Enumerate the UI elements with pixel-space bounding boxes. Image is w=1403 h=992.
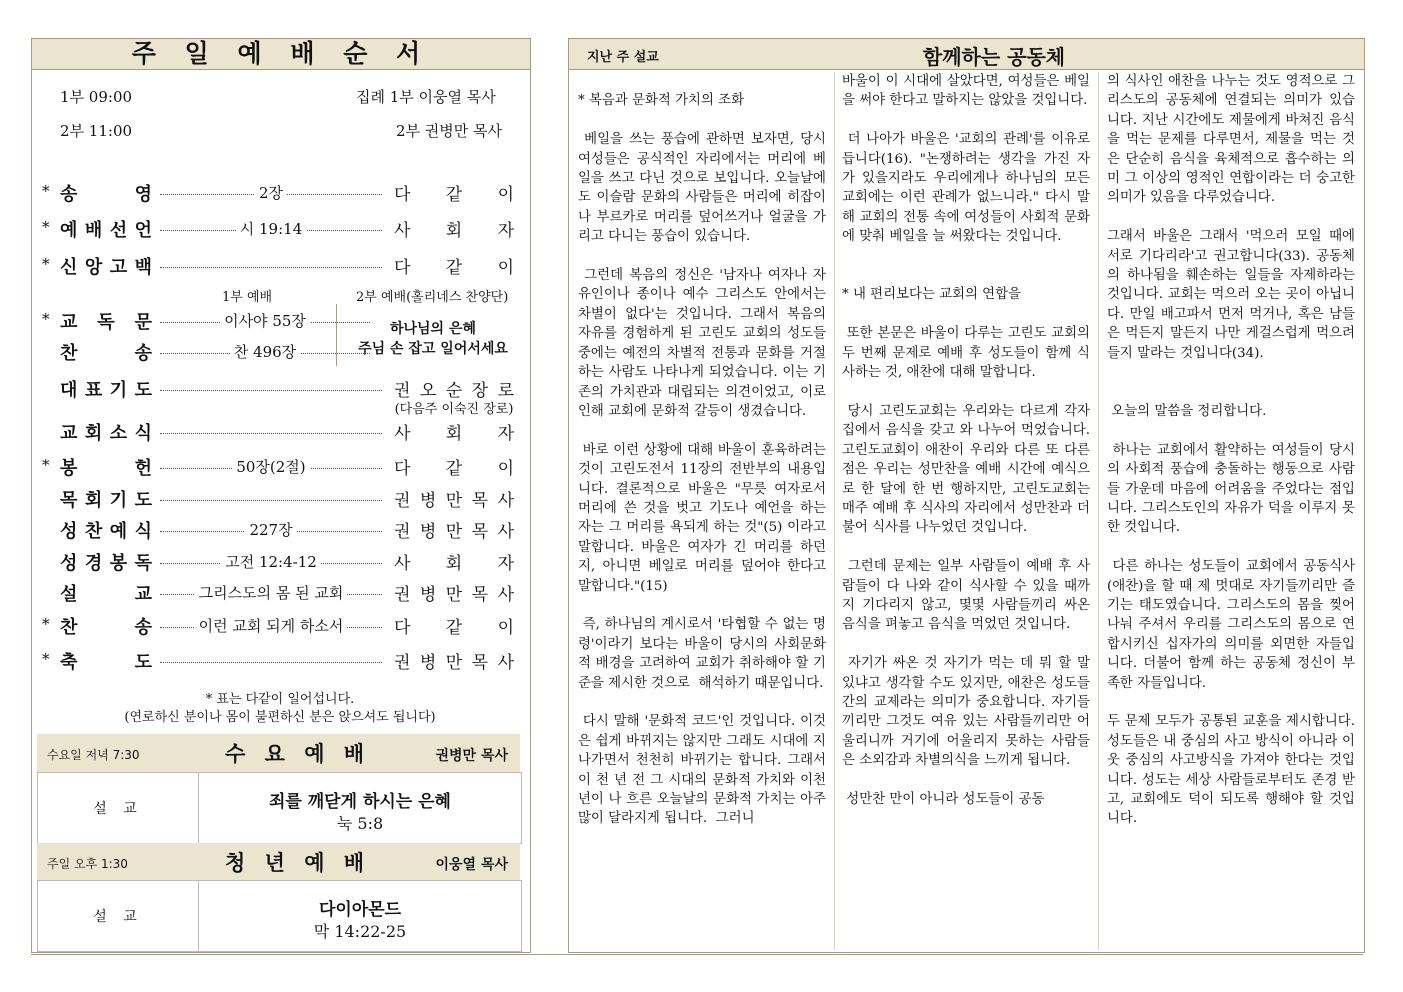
order-who bbox=[394, 580, 514, 605]
order-label-char: 축 bbox=[60, 652, 78, 673]
order-who-char: 권 bbox=[394, 381, 411, 401]
wednesday-name: 수 요 예 배 bbox=[225, 741, 371, 766]
leader-dots bbox=[160, 433, 382, 434]
order-label bbox=[60, 308, 152, 334]
order-label-char: 언 bbox=[134, 220, 152, 241]
order-label bbox=[60, 339, 152, 365]
order-who-char: 목 bbox=[471, 653, 489, 673]
order-row bbox=[42, 454, 520, 480]
order-who-char: 이 bbox=[497, 185, 514, 205]
order-label-char: 선 bbox=[109, 220, 128, 241]
order-who-sub: (다음주 이숙진 장로) bbox=[394, 402, 514, 417]
order-who-char: 권 bbox=[394, 653, 411, 673]
youth-sermon-box bbox=[37, 880, 522, 952]
order-who-char: 사 bbox=[394, 554, 411, 574]
leader-dots bbox=[160, 267, 382, 268]
wednesday-sermon-ref: 눅 5:8 bbox=[336, 814, 384, 833]
leader-dots bbox=[160, 500, 382, 501]
order-label-char: 도 bbox=[134, 652, 152, 673]
order-label-char: 기 bbox=[109, 380, 128, 401]
order-label bbox=[60, 613, 152, 639]
order-value-text: 이사야 55장 bbox=[220, 312, 310, 330]
order-who-char: 권 bbox=[394, 585, 411, 605]
order-row bbox=[42, 517, 520, 543]
order-who-char: 로 bbox=[497, 381, 514, 401]
order-value bbox=[160, 519, 382, 540]
order-label-char: 목 bbox=[60, 490, 78, 511]
order-who-char: 사 bbox=[497, 585, 514, 605]
order-row bbox=[42, 580, 520, 606]
wednesday-pastor: 권병만 목사 bbox=[435, 748, 508, 764]
order-label-char: 찬 bbox=[60, 617, 78, 638]
order-who-char: 병 bbox=[419, 522, 437, 542]
order-label-char: 도 bbox=[134, 490, 152, 511]
order-row bbox=[42, 376, 520, 417]
order-value-text: 고전 12:4-12 bbox=[221, 553, 321, 571]
sermon-title: 함께하는 공동체 bbox=[922, 45, 1066, 69]
service-leader-1: 집례 1부 이웅열 목사 bbox=[356, 88, 496, 106]
sermon-column-3: 의 식사인 애찬을 나누는 것도 영적으로 그리스도의 공동체에 연결되는 의미가 있습니다. 지난 시간에도 제물에게 바쳐진 음식을 먹는 문제를 다루면서, 제물을 먹는 것은 단순히 음식을 육체적으로 흡수하는 의미 그 이상의 영적인 연합이라는 더 숭고한 의미가 있음을 다루었습니다. 그래서 바울은 그래서 '먹으러 모일 때에 서로 기다리라'고 권고합니다(33). 공동체의 하나됨을 훼손하는 일들을 자제하라는 것입니다. 교회는 먹으러 오는 곳이 아닙니다. 만일 배고파서 먼저 먹거나, 혹은 남들은 먹든지 말든지 나만 게걸스럽게 먹으려 들지 말라는 것입니다(34). 오늘의 말씀을 정리합니다. 하나는 교회에서 활약하는 여성들이 당시의 사회적 풍습에 충돌하는 행동으로 사람들 가운데 마음에 어려움을 주었다는 점입니다. 그리스도인의 자유가 덕을 이루지 못한 것입니다. 다른 하나는 성도들이 교회에서 공동식사(애찬)을 할 때 제 멋대로 자기들끼리만 즐기는 태도였습니다. 그리스도의 몸을 찢어 나눠 주셔서 우리를 그리스도의 몸으로 연합시키신 십자가의 의미를 외면한 자들입니다. 더불어 함께 하는 공동체 정신이 부족한 자들입니다. 두 문제 모두가 공통된 교훈을 제시합니다. 성도들은 내 중심의 사고 방식이 아니라 이웃 중심의 사고방식을 가져야 한다는 것입니다. 성도는 세상 사람들로부터도 존경 받고, 교회에도 덕이 되도록 행해야 할 것입니다. bbox=[1107, 74, 1355, 827]
order-row bbox=[42, 613, 520, 639]
order-who-char: 같 bbox=[445, 258, 463, 278]
order-value-text: 그리스도의 몸 된 교회 bbox=[195, 584, 348, 602]
youth-name: 청 년 예 배 bbox=[225, 850, 371, 875]
order-label-char: 문 bbox=[134, 312, 152, 333]
youth-service-header bbox=[37, 843, 520, 881]
order-value bbox=[160, 218, 382, 239]
seating-note: (연로하신 분이나 몸이 불편하신 분은 앉으셔도 됩니다) bbox=[124, 710, 436, 725]
split-right-line2: 주님 손 잡고 일어서세요 bbox=[358, 341, 508, 357]
order-label-char: 설 bbox=[60, 584, 78, 605]
order-who-char: 목 bbox=[471, 585, 489, 605]
leader-dots bbox=[160, 662, 382, 663]
order-who-char: 사 bbox=[394, 424, 411, 444]
worship-order-title: 주 일 예 배 순 서 bbox=[31, 38, 531, 70]
order-label bbox=[60, 216, 152, 242]
order-who-char: 자 bbox=[497, 221, 514, 241]
order-who-char: 만 bbox=[445, 585, 463, 605]
order-label-char: 대 bbox=[60, 380, 78, 401]
order-label-char: 예 bbox=[60, 220, 78, 241]
order-label bbox=[60, 419, 152, 445]
stand-marker: * bbox=[42, 255, 50, 273]
order-label bbox=[60, 180, 152, 206]
order-who bbox=[394, 549, 514, 574]
order-label-char: 독 bbox=[134, 553, 152, 574]
order-label-char: 송 bbox=[134, 343, 152, 364]
order-row bbox=[42, 648, 520, 674]
order-label-char: 독 bbox=[97, 312, 115, 333]
column-divider bbox=[1098, 72, 1099, 950]
order-row bbox=[42, 419, 520, 445]
wednesday-sermon-title: 죄를 깨닫게 하시는 은혜 bbox=[269, 792, 451, 812]
sermon-header bbox=[568, 38, 1365, 70]
stand-marker: * bbox=[42, 310, 50, 328]
order-value-text: 찬 496장 bbox=[230, 343, 300, 361]
leader-dots bbox=[160, 390, 382, 391]
order-label-char: 봉 bbox=[60, 458, 78, 479]
order-who-char: 병 bbox=[419, 491, 437, 511]
order-who-char: 사 bbox=[394, 221, 411, 241]
order-who-char: 권 bbox=[394, 522, 411, 542]
order-who-char: 오 bbox=[419, 381, 437, 401]
order-who bbox=[394, 216, 514, 241]
order-who-char: 다 bbox=[394, 258, 411, 278]
youth-sermon-label: 설 교 bbox=[38, 881, 199, 951]
order-label bbox=[60, 486, 152, 512]
order-row bbox=[42, 253, 520, 279]
order-label bbox=[60, 376, 152, 402]
order-label bbox=[60, 549, 152, 575]
order-label-char: 교 bbox=[134, 584, 152, 605]
split-head-first: 1부 예배 bbox=[222, 290, 273, 305]
stand-marker: * bbox=[42, 218, 50, 236]
order-value-text: 227장 bbox=[245, 521, 296, 539]
order-value bbox=[160, 341, 370, 362]
order-label bbox=[60, 454, 152, 480]
order-value-text: 50장(2절) bbox=[232, 458, 309, 476]
order-label-char: 식 bbox=[134, 521, 152, 542]
stand-marker: * bbox=[42, 650, 50, 668]
wednesday-service-header bbox=[37, 734, 520, 772]
order-who bbox=[394, 613, 514, 638]
youth-sermon-title: 다이아몬드 bbox=[318, 900, 402, 920]
order-value bbox=[160, 310, 370, 331]
youth-pastor: 이웅열 목사 bbox=[435, 857, 508, 873]
order-label-char: 표 bbox=[84, 380, 103, 401]
standing-note: * 표는 다같이 일어섭니다. bbox=[205, 692, 355, 707]
order-who-char: 병 bbox=[419, 653, 437, 673]
stand-marker: * bbox=[42, 615, 50, 633]
order-who-char: 사 bbox=[497, 522, 514, 542]
order-who-char: 병 bbox=[419, 585, 437, 605]
order-row bbox=[42, 486, 520, 512]
order-row bbox=[42, 216, 520, 242]
order-label-char: 신 bbox=[60, 257, 78, 278]
order-value-text: 시 19:14 bbox=[236, 220, 307, 238]
order-who-char: 목 bbox=[471, 491, 489, 511]
order-who bbox=[394, 253, 514, 278]
youth-sermon-ref: 막 14:22-25 bbox=[313, 922, 407, 941]
order-who-char: 만 bbox=[445, 491, 463, 511]
order-value bbox=[160, 551, 382, 572]
order-label-char: 영 bbox=[134, 184, 152, 205]
order-who bbox=[394, 419, 514, 444]
page-baseline bbox=[31, 954, 1363, 955]
order-who-char: 같 bbox=[445, 185, 463, 205]
order-label-char: 소 bbox=[109, 423, 128, 444]
order-who-char: 다 bbox=[394, 459, 411, 479]
order-label-char: 백 bbox=[134, 257, 152, 278]
order-who-char: 회 bbox=[445, 424, 463, 444]
order-label-char: 봉 bbox=[109, 553, 128, 574]
order-who bbox=[394, 517, 514, 542]
order-label bbox=[60, 580, 152, 606]
service-time-1: 1부 09:00 bbox=[60, 88, 133, 106]
order-who-char: 다 bbox=[394, 618, 411, 638]
youth-time: 주일 오후 1:30 bbox=[47, 857, 128, 871]
order-label-char: 앙 bbox=[84, 257, 103, 278]
order-who bbox=[394, 648, 514, 673]
order-label-char: 성 bbox=[60, 553, 78, 574]
last-week-sermon-label: 지난 주 설교 bbox=[587, 50, 659, 65]
order-who-char: 이 bbox=[497, 258, 514, 278]
order-who bbox=[394, 486, 514, 511]
service-time-2: 2부 11:00 bbox=[60, 122, 133, 140]
wednesday-time: 수요일 저녁 7:30 bbox=[47, 748, 140, 762]
order-row bbox=[42, 308, 520, 334]
order-who bbox=[394, 454, 514, 479]
order-value bbox=[160, 182, 382, 203]
order-label-char: 송 bbox=[134, 617, 152, 638]
order-label-char: 헌 bbox=[134, 458, 152, 479]
order-label-char: 교 bbox=[60, 312, 78, 333]
order-who-char: 순 bbox=[445, 381, 463, 401]
stand-marker: * bbox=[42, 182, 50, 200]
order-who-char: 목 bbox=[471, 522, 489, 542]
order-who-char: 장 bbox=[471, 381, 489, 401]
service-leader-2: 2부 권병만 목사 bbox=[396, 122, 503, 140]
order-who bbox=[394, 180, 514, 205]
column-divider bbox=[834, 72, 835, 950]
order-row bbox=[42, 339, 520, 365]
split-right-line1: 하나님의 은혜 bbox=[389, 321, 477, 337]
wednesday-sermon-box bbox=[37, 772, 522, 844]
order-label-char: 도 bbox=[134, 380, 152, 401]
order-row bbox=[42, 549, 520, 575]
order-who-char: 만 bbox=[445, 653, 463, 673]
order-label-char: 찬 bbox=[84, 521, 103, 542]
order-value bbox=[160, 456, 382, 477]
order-who-char: 회 bbox=[445, 554, 463, 574]
order-label-char: 송 bbox=[60, 184, 78, 205]
order-label-char: 기 bbox=[109, 490, 128, 511]
order-who-char: 권 bbox=[394, 491, 411, 511]
order-who-char: 다 bbox=[394, 185, 411, 205]
order-label-char: 성 bbox=[60, 521, 78, 542]
split-head-second: 2부 예배(홀리네스 찬양단) bbox=[356, 290, 509, 305]
order-label-char: 교 bbox=[60, 423, 78, 444]
stand-marker: * bbox=[42, 456, 50, 474]
order-label-char: 배 bbox=[84, 220, 103, 241]
order-who-char: 사 bbox=[497, 653, 514, 673]
order-who-char: 사 bbox=[497, 491, 514, 511]
order-label bbox=[60, 517, 152, 543]
order-label bbox=[60, 648, 152, 674]
order-who-char: 이 bbox=[497, 459, 514, 479]
order-who-char: 이 bbox=[497, 618, 514, 638]
order-label-char: 고 bbox=[109, 257, 128, 278]
order-label-char: 회 bbox=[84, 423, 103, 444]
order-who-char: 자 bbox=[497, 554, 514, 574]
order-who-char: 회 bbox=[445, 221, 463, 241]
order-row bbox=[42, 180, 520, 206]
order-label-char: 경 bbox=[84, 553, 103, 574]
order-label-char: 예 bbox=[109, 521, 128, 542]
order-value-text: 이런 교회 되게 하소서 bbox=[195, 617, 348, 635]
sermon-column-1: * 복음과 문화적 가치의 조화 베일을 쓰는 풍습에 관하면 보자면, 당시 여성들은 공식적인 자리에서는 머리에 베일을 쓰고 다닌 것으로 보입니다. 오늘날에도 이슬람 문화의 사람들은 머리에 히잡이나 부르카로 머리를 덮어쓰거나 얼굴을 가리고 다니는 풍습이 있습니다. 그런데 복음의 정신은 '남자나 여자나 자유인이나 종이나 예수 그리스도 안에서는 차별이 없다'는 것입니다. 그래서 복음의 자유를 경험하게 된 고린도 교회의 성도들 중에는 예전의 차별적 전통과 문화를 거절하는 사람도 나타나게 되었습니다. 이는 기존의 가치관과 대립되는 의견이었고, 이로 인해 교회에 문화적 갈등이 생겼습니다. 바로 이런 상황에 대해 바울이 훈육하려는 것이 고린도전서 11장의 전반부의 내용입니다. 결론적으로 바울은 "무릇 여자로서 머리에 쓴 것을 벗고 기도나 예언을 하는 자는 그 머리를 욕되게 하는 것"(5) 이라고 말합니다. 바울은 여자가 긴 머리를 하던지, 아니면 베일로 머리를 덮어야 한다고 말합니다."(15) 즉, 하나님의 계시로서 '타협할 수 없는 명령'이라기 보다는 바울이 당시의 사회문화적 배경을 고려하여 교회가 취하해야 할 기준을 제시한 것으로 해석하기 때문입니다. 다시 말해 '문화적 코드'인 것입니다. 이것은 쉽게 바뀌지는 않지만 그래도 시대에 지나가면서 천천히 바뀌기는 합니다. 그래서 이 천 년 전 그 시대의 문화적 가치와 이천 년이 나 흐른 오늘날의 문화적 가치는 아주 많이 달라지게 됩니다. 그러니 bbox=[578, 93, 826, 827]
order-value bbox=[160, 582, 382, 603]
wednesday-sermon-label: 설 교 bbox=[38, 773, 199, 843]
order-value-text: 2장 bbox=[255, 184, 287, 202]
sermon-column-2: 바울이 이 시대에 살았다면, 여성들은 베일을 써야 한다고 말하지는 않았을 것입니다. 더 나아가 바울은 '교회의 관례'를 이유로 듭니다(16). "논쟁하려는 생각을 가진 자가 있을지라도 우리에게나 하나님의 모든 교회에는 이런 관례가 없느니라." 다시 말해 교회의 전통 속에 여성들이 사회적 문화에 맞춰 베일을 늘 써왔다는 것입니다. * 내 편리보다는 교회의 연합을 또한 본문은 바울이 다루는 고린도 교회의 두 번째 문제로 예배 후 성도들이 함께 식사하는 것, 애찬에 대해 말합니다. 당시 고린도교회는 우리와는 다르게 각자 집에서 음식을 갖고 와 나누어 먹었습니다. 고린도교회이 애찬이 우리와 다른 또 다른 점은 우리는 성만찬을 예배 시간에 예식으로 한 달에 한 번 행하지만, 고린도교회는 매주 예배 후 식사의 자리에서 성만찬과 더불어 식사를 나누었던 것입니다. 그런데 문제는 일부 사람들이 예배 후 사람들이 다 나와 같이 식사할 수 있을 때까지 기다리지 않고, 몇몇 사람들끼리 싸온 음식을 펴놓고 음식을 먹었던 것입니다. 자기가 싸온 것 자기가 먹는 데 뭐 할 말 있냐고 생각할 수도 있지만, 애찬은 성도들간의 교제라는 의미가 중요합니다. 자기들끼리만 그것도 여유 있는 사람들끼리만 어울리니까 거기에 어울리지 못하는 사람들은 소외감과 차별의식을 느끼게 됩니다. 성만찬 만이 아니라 성도들이 공동 bbox=[842, 74, 1091, 808]
order-who-char: 자 bbox=[497, 424, 514, 444]
order-who-char: 만 bbox=[445, 522, 463, 542]
order-label-char: 회 bbox=[84, 490, 103, 511]
order-label-char: 식 bbox=[134, 423, 152, 444]
order-who-char: 같 bbox=[445, 618, 463, 638]
order-who-char: 같 bbox=[445, 459, 463, 479]
order-label bbox=[60, 253, 152, 279]
order-value bbox=[160, 615, 382, 636]
order-label-char: 찬 bbox=[60, 343, 78, 364]
